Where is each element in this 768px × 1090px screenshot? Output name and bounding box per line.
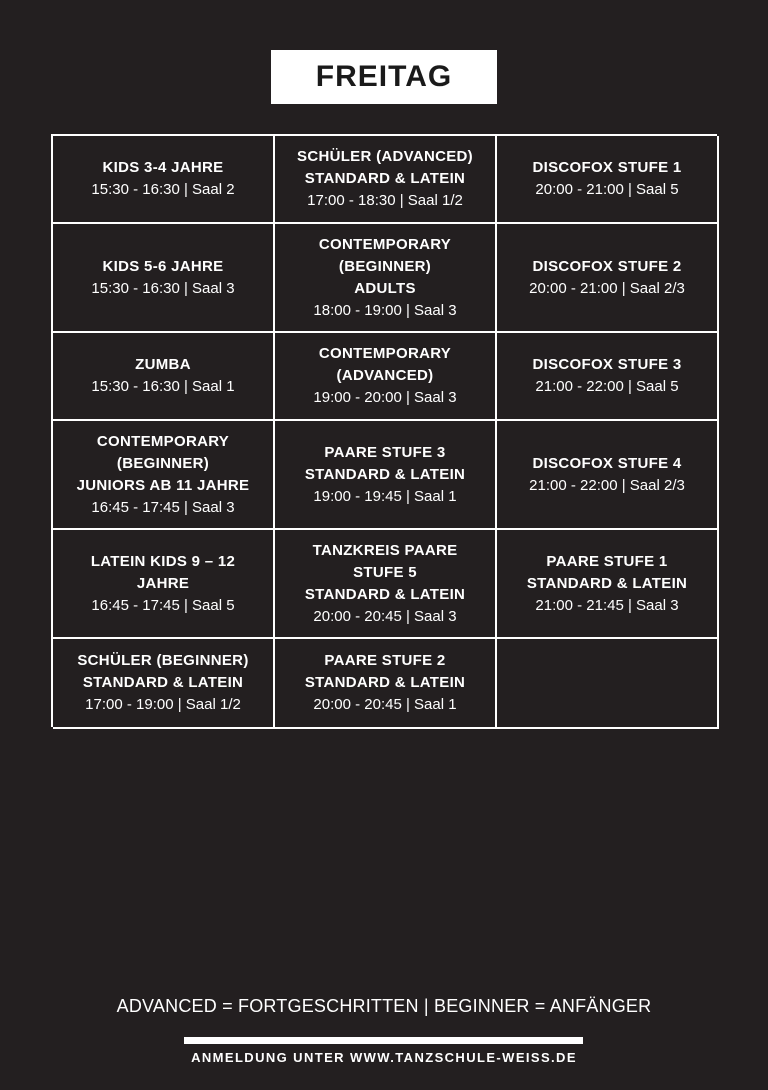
class-name: DISCOFOX STUFE 4 xyxy=(532,454,682,472)
class-cell xyxy=(497,224,719,333)
class-name: LATEIN KIDS 9 – 12 JAHRE xyxy=(90,552,236,592)
class-cell xyxy=(275,530,497,639)
class-name: DISCOFOX STUFE 2 xyxy=(532,257,682,275)
class-name: PAARE STUFE 1 STANDARD & LATEIN xyxy=(526,552,688,592)
class-cell xyxy=(497,421,719,530)
class-time: 20:00 - 20:45 | Saal 3 xyxy=(313,607,457,625)
class-time: 16:45 - 17:45 | Saal 5 xyxy=(91,596,235,614)
class-time: 17:00 - 19:00 | Saal 1/2 xyxy=(85,696,241,713)
class-name: KIDS 3-4 JAHRE xyxy=(102,159,224,176)
class-time: 19:00 - 19:45 | Saal 1 xyxy=(313,487,457,505)
schedule-grid xyxy=(51,134,717,727)
class-cell xyxy=(53,136,275,224)
class-name: CONTEMPORARY (ADVANCED) xyxy=(318,345,452,384)
class-time: 18:00 - 19:00 | Saal 3 xyxy=(313,301,457,319)
class-time: 15:30 - 16:30 | Saal 3 xyxy=(91,279,235,297)
empty-cell xyxy=(497,639,719,729)
class-cell xyxy=(497,136,719,224)
class-time: 17:00 - 18:30 | Saal 1/2 xyxy=(307,192,463,209)
class-name: DISCOFOX STUFE 1 xyxy=(532,159,682,176)
registration-footer: ANMELDUNG UNTER WWW.TANZSCHULE-WEISS.DE xyxy=(191,1050,577,1065)
class-name: SCHÜLER (BEGINNER) STANDARD & LATEIN xyxy=(77,652,249,691)
class-cell xyxy=(275,333,497,421)
class-time: 20:00 - 21:00 | Saal 2/3 xyxy=(529,279,685,297)
class-cell xyxy=(275,639,497,729)
legend-text: ADVANCED = FORTGESCHRITTEN | BEGINNER = ANFÄNGER xyxy=(116,996,652,1016)
class-cell xyxy=(53,224,275,333)
class-name: CONTEMPORARY (BEGINNER) JUNIORS AB 11 JAHRE xyxy=(76,432,250,494)
class-time: 16:45 - 17:45 | Saal 3 xyxy=(91,498,235,516)
class-time: 15:30 - 16:30 | Saal 1 xyxy=(91,378,235,395)
class-name: CONTEMPORARY (BEGINNER) ADULTS xyxy=(318,235,452,297)
class-cell xyxy=(275,224,497,333)
class-time: 20:00 - 20:45 | Saal 1 xyxy=(313,696,457,713)
class-name: DISCOFOX STUFE 3 xyxy=(532,356,682,373)
class-name: TANZKREIS PAARE STUFE 5 STANDARD & LATEIN xyxy=(304,541,466,603)
class-name: ZUMBA xyxy=(135,356,191,373)
class-name: PAARE STUFE 3 STANDARD & LATEIN xyxy=(304,443,466,483)
class-time: 19:00 - 20:00 | Saal 3 xyxy=(313,389,457,406)
class-cell xyxy=(53,639,275,729)
class-time: 21:00 - 22:00 | Saal 2/3 xyxy=(529,476,685,494)
class-cell xyxy=(497,530,719,639)
class-cell xyxy=(53,333,275,421)
class-name: PAARE STUFE 2 STANDARD & LATEIN xyxy=(304,652,466,691)
class-cell xyxy=(275,136,497,224)
class-time: 20:00 - 21:00 | Saal 5 xyxy=(535,181,679,198)
class-cell xyxy=(275,421,497,530)
class-time: 21:00 - 22:00 | Saal 5 xyxy=(535,378,679,395)
class-time: 21:00 - 21:45 | Saal 3 xyxy=(535,596,679,614)
class-name: SCHÜLER (ADVANCED) STANDARD & LATEIN xyxy=(297,148,473,187)
class-cell xyxy=(53,421,275,530)
divider-bar xyxy=(184,1037,583,1044)
class-cell xyxy=(497,333,719,421)
class-cell xyxy=(53,530,275,639)
day-title: FREITAG xyxy=(271,50,497,104)
class-name: KIDS 5-6 JAHRE xyxy=(102,257,224,275)
class-time: 15:30 - 16:30 | Saal 2 xyxy=(91,181,235,198)
